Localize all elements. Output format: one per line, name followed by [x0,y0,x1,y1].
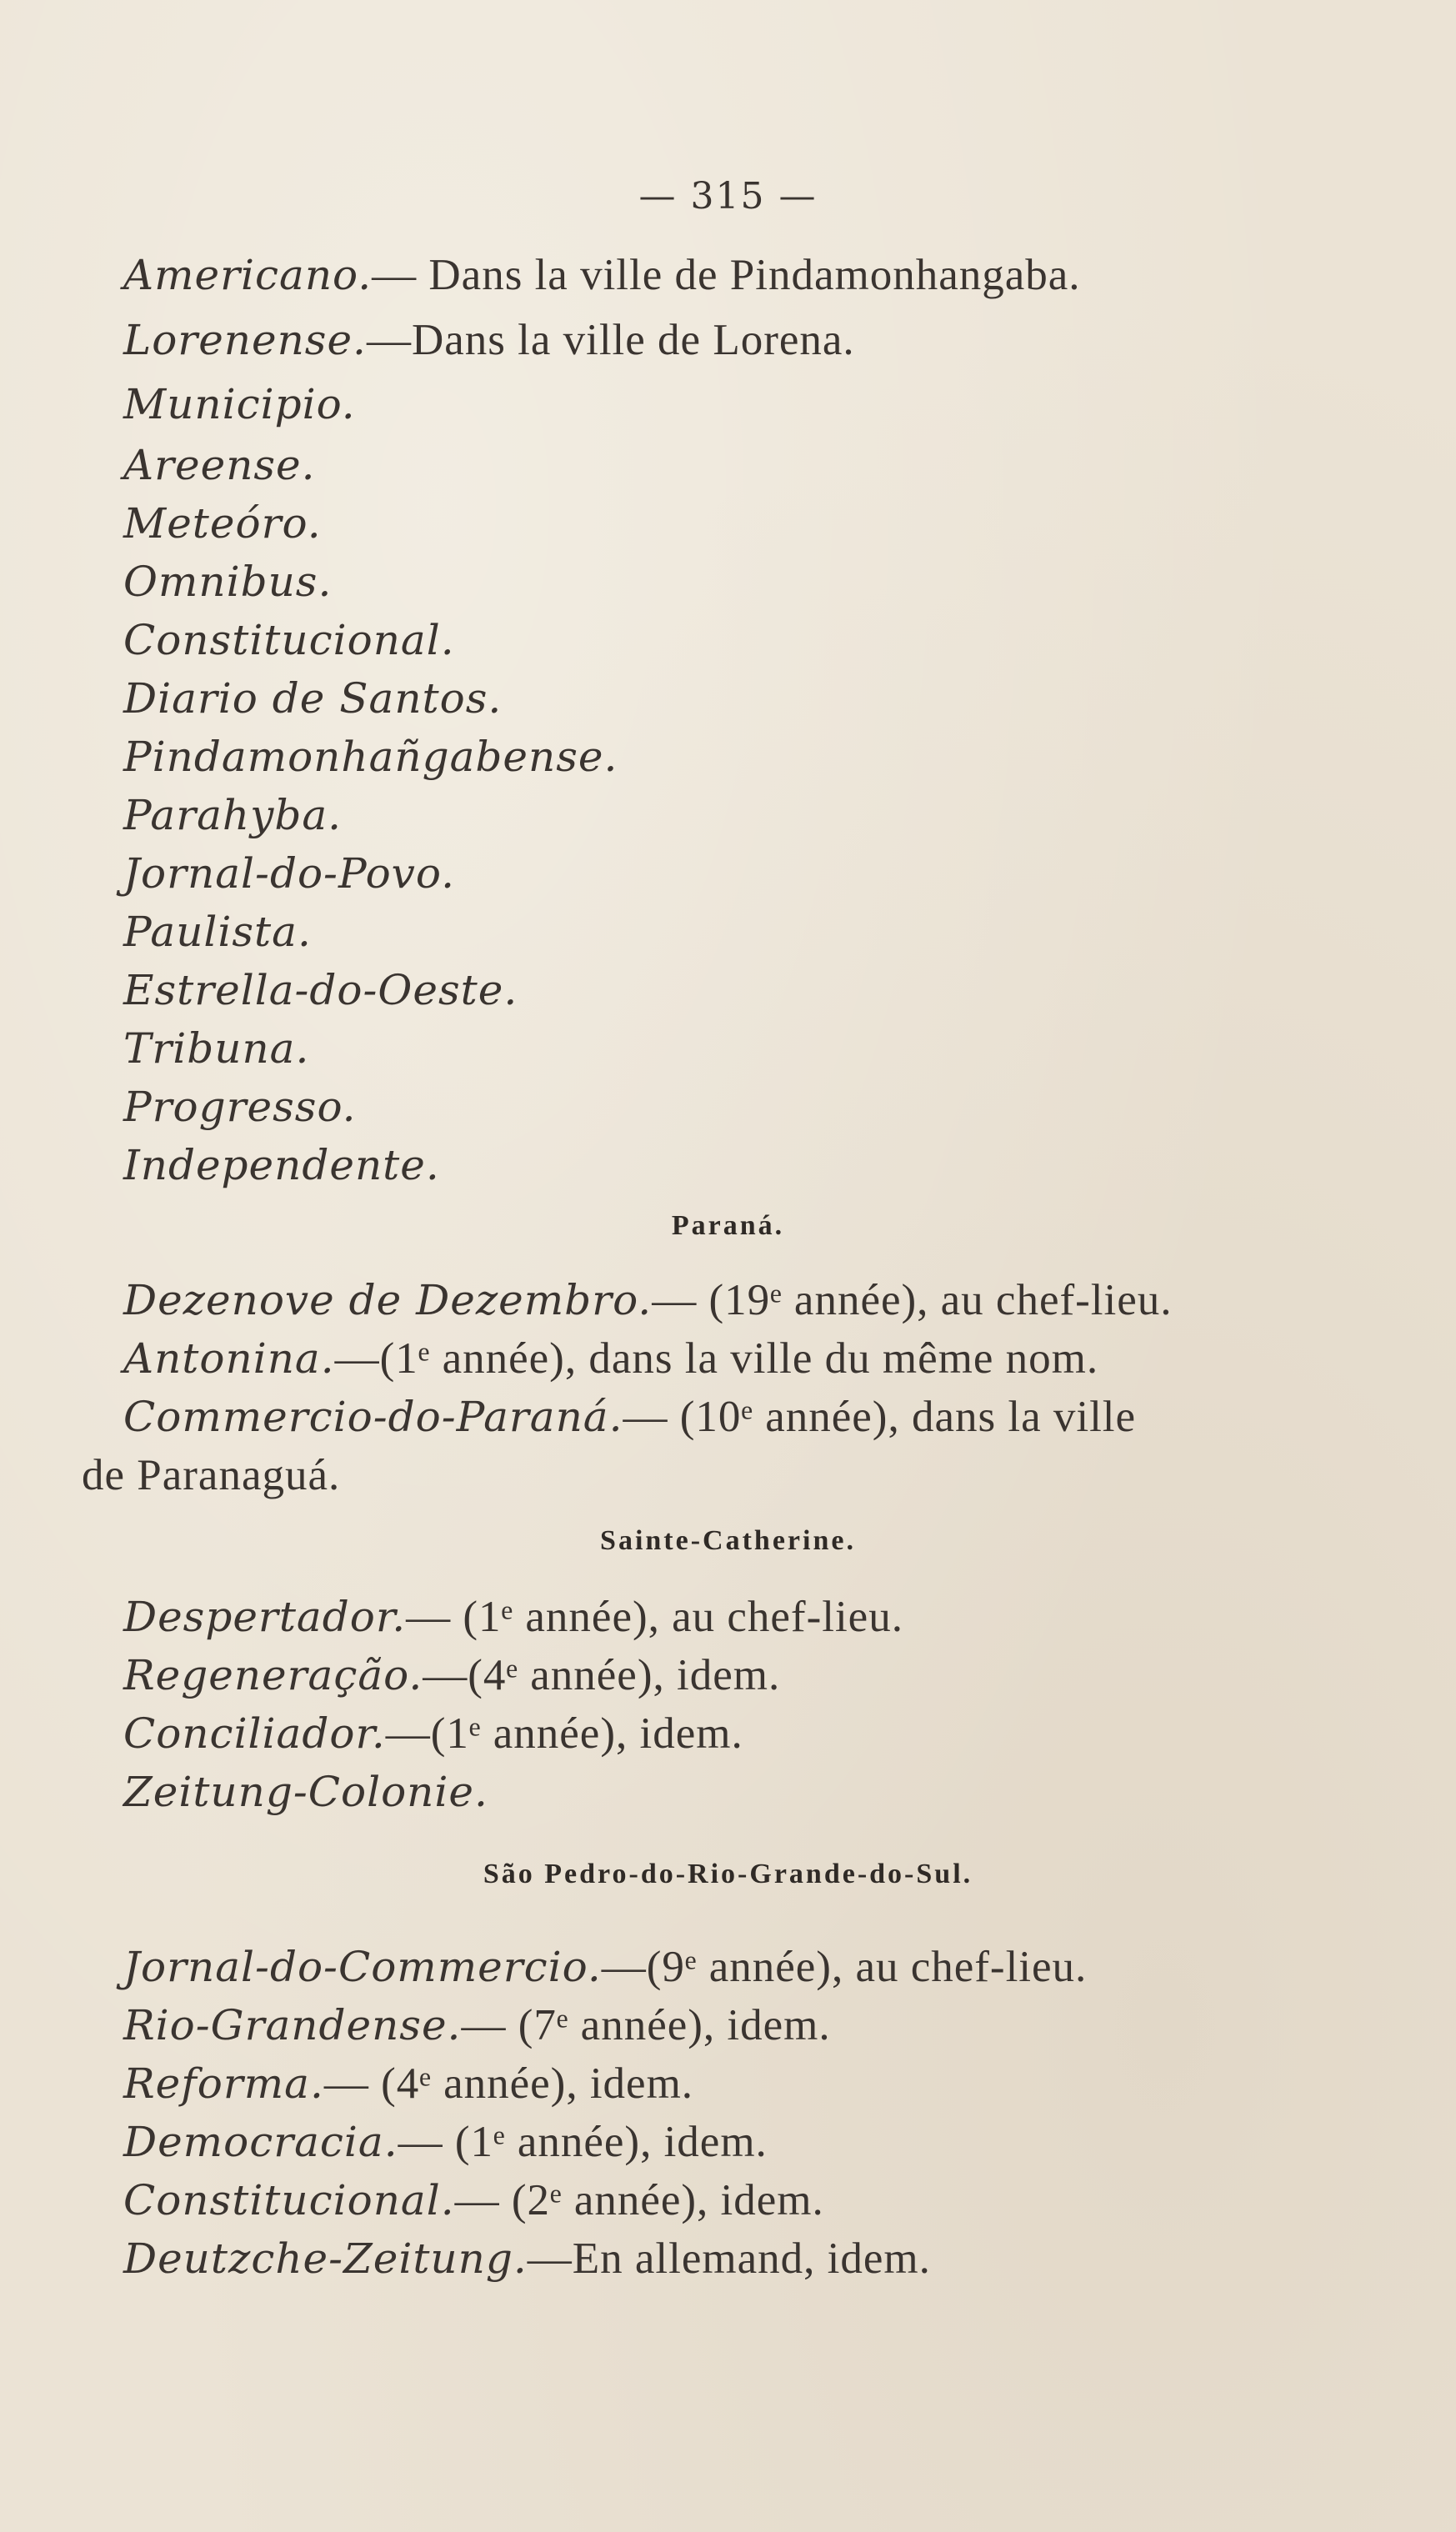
newspaper-title: Pindamonhañgabense. [123,733,618,781]
newspaper-title: Regeneração. [123,1651,423,1699]
newspaper-entry [123,790,342,840]
newspaper-title: Parahyba. [123,791,343,839]
newspaper-description: —(1ᵉ année), idem. [385,1709,743,1758]
newspaper-title: Municipio. [123,380,356,428]
newspaper-entry [123,673,502,723]
newspaper-entry [123,1592,903,1642]
newspaper-entry [123,848,455,898]
newspaper-title: Lorenense. [123,316,367,364]
newspaper-description: —En allemand, idem. [527,2234,931,2283]
page-number: — 315 — [638,175,818,218]
newspaper-title: Tribuna. [123,1024,310,1073]
newspaper-entry [123,498,322,548]
newspaper-description: de Paranaguá. [82,1451,341,1499]
newspaper-title: Deutzche-Zeitung. [123,2234,528,2283]
newspaper-title: Democracia. [123,2118,398,2166]
newspaper-entry [123,965,518,1015]
newspaper-title: Estrella-do-Oeste. [123,966,518,1014]
newspaper-entry [123,2175,824,2225]
newspaper-entry [123,732,618,782]
newspaper-title: Paulista. [123,908,312,956]
newspaper-title: Antonina. [123,1334,335,1383]
newspaper-title: Areense. [123,441,316,489]
newspaper-entry [123,2234,931,2284]
newspaper-entry [123,250,1081,300]
newspaper-entry [123,615,455,665]
newspaper-title: Meteóro. [123,499,322,548]
newspaper-entry [123,1023,309,1073]
newspaper-title: Reforma. [123,2059,324,2108]
newspaper-title: Diario de Santos. [123,674,503,723]
newspaper-entry [123,1082,357,1132]
newspaper-title: Dezenove de Dezembro. [123,1276,653,1324]
newspaper-entry [123,315,855,365]
newspaper-entry [123,379,356,429]
newspaper-entry [123,2117,768,2167]
newspaper-entry [123,1709,743,1759]
newspaper-description: —(1ᵉ année), dans la ville du même nom. [334,1334,1099,1383]
newspaper-entry [123,557,332,607]
newspaper-entry [123,1767,488,1817]
newspaper-entry-continuation [82,1450,340,1500]
newspaper-description: — (1ᵉ année), idem. [398,2118,768,2166]
newspaper-title: Jornal-do-Commercio. [123,1943,602,1991]
newspaper-title: Rio-Grandense. [123,2001,462,2049]
newspaper-title: Despertador. [123,1593,407,1641]
newspaper-title: Jornal-do-Povo. [123,849,456,898]
newspaper-entry [123,1275,1173,1325]
newspaper-entry [123,2000,831,2050]
newspaper-description: — (7ᵉ année), idem. [461,2001,831,2049]
section-heading-parana: Paraná. [671,1210,785,1241]
newspaper-entry [123,907,312,957]
newspaper-description: — (1ᵉ année), au chef-lieu. [406,1593,903,1641]
newspaper-entry [123,1334,1098,1384]
section-heading-sainte-catherine: Sainte-Catherine. [600,1525,856,1556]
newspaper-entry [123,1140,440,1190]
newspaper-description: —(4ᵉ année), idem. [423,1651,781,1699]
newspaper-description: — (4ᵉ année), idem. [323,2059,694,2108]
newspaper-description: — Dans la ville de Pindamonhangaba. [372,251,1081,299]
newspaper-entry [123,1942,1087,1992]
newspaper-title: Commercio-do-Paraná. [123,1393,623,1441]
newspaper-description: —(9ᵉ année), au chef-lieu. [601,1943,1088,1991]
newspaper-description: — (19ᵉ année), au chef-lieu. [652,1276,1173,1324]
newspaper-entry [123,440,316,490]
newspaper-entry [123,2059,693,2109]
newspaper-title: Constitucional. [123,2176,455,2224]
newspaper-title: Zeitung-Colonie. [123,1768,488,1816]
newspaper-title: Progresso. [123,1083,357,1131]
newspaper-description: — (2ᵉ année), idem. [454,2176,824,2224]
newspaper-entry [123,1650,780,1700]
newspaper-description: —Dans la ville de Lorena. [366,316,855,364]
section-heading-rio-grande: São Pedro-do-Rio-Grande-do-Sul. [483,1859,973,1889]
newspaper-description: — (10ᵉ année), dans la ville [623,1393,1137,1441]
newspaper-title: Americano. [123,251,373,299]
newspaper-title: Omnibus. [123,558,333,606]
newspaper-entry [123,1392,1136,1442]
newspaper-title: Constitucional. [123,616,455,664]
newspaper-title: Independente. [123,1141,440,1189]
newspaper-title: Conciliador. [123,1709,386,1758]
